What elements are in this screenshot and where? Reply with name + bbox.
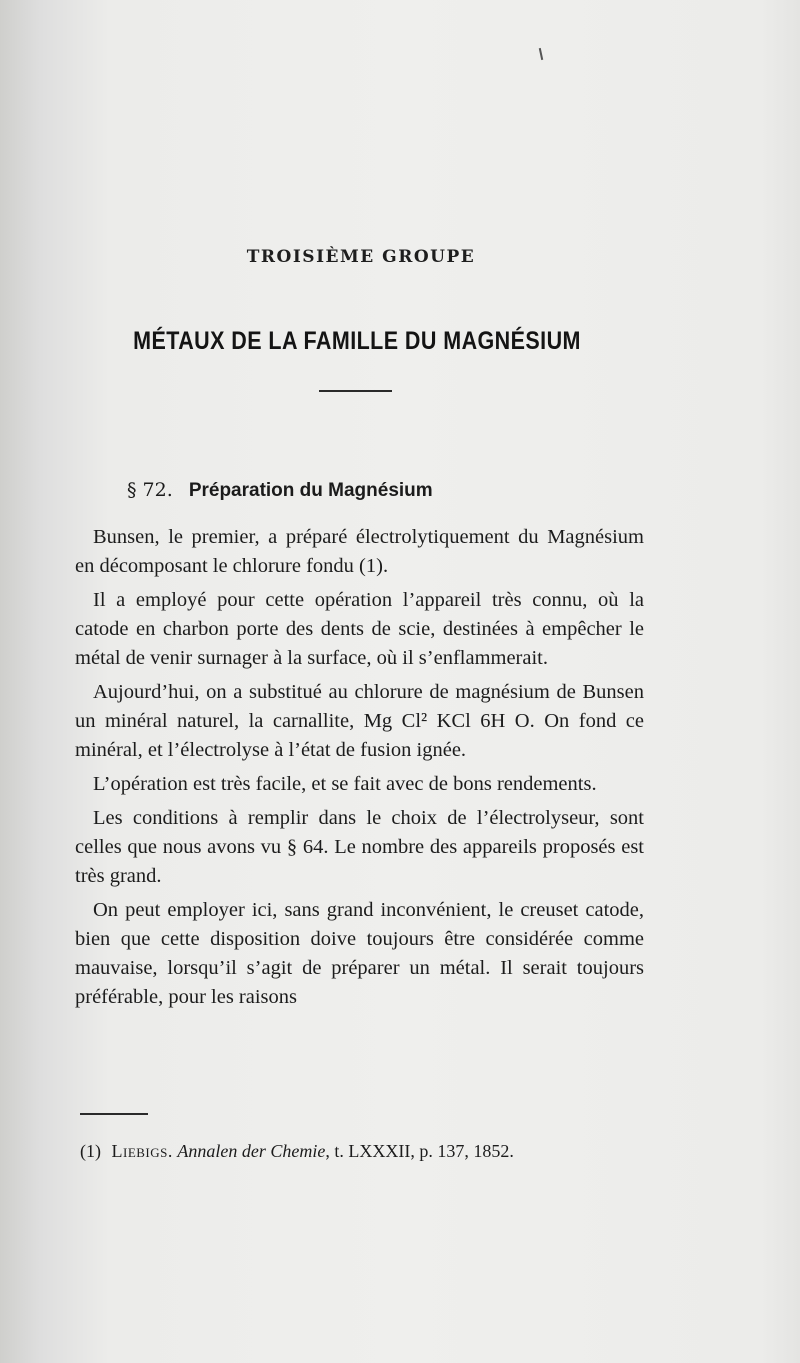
group-title: TROISIÈME GROUPE — [246, 247, 476, 267]
chapter-title: MÉTAUX DE LA FAMILLE DU MAGNÉSIUM — [133, 327, 581, 355]
section-heading — [127, 479, 433, 502]
paragraph: Il a employé pour cette opération l’appareil très connu, où la catode en charbon porte des dents de scie, destinées à empêcher le métal de venir surnager à la surface, où il s’enflammerait. — [75, 589, 644, 669]
footnote-reference: , t. LXXXII, p. 137, 1852. — [325, 1141, 514, 1161]
footnote — [80, 1141, 640, 1162]
body-text — [75, 523, 644, 1017]
paragraph: On peut employer ici, sans grand inconvénient, le creuset catode, bien que cette disposition doive toujours être considérée comme mauvaise, lorsqu’il s’agit de préparer un métal. Il serait toujours préférable, pour les raisons — [75, 899, 644, 1008]
section-title: Préparation du Magnésium — [188, 480, 433, 501]
section-number: § 72. — [127, 479, 173, 501]
paragraph: Les conditions à remplir dans le choix de l’électrolyseur, sont celles que nous avons vu § 64. Le nombre des appareils proposés est très grand. — [75, 807, 644, 887]
footnote-mark: (1) — [80, 1141, 101, 1161]
paragraph: Bunsen, le premier, a préparé électrolytiquement du Magnésium en décomposant le chlorure fondu (1). — [75, 526, 644, 577]
footnote-divider — [80, 1113, 148, 1115]
paragraph: Aujourd’hui, on a substitué au chlorure de magnésium de Bunsen un minéral naturel, la carnallite, Mg Cl² KCl 6H O. On fond ce minéral, et l’électrolyse à l’état de fusion ignée. — [75, 681, 644, 761]
paragraph: L’opération est très facile, et se fait avec de bons rendements. — [93, 773, 597, 795]
footnote-author: Liebigs. — [111, 1141, 173, 1161]
title-divider — [319, 390, 392, 392]
footnote-journal: Annalen der Chemie — [177, 1141, 326, 1161]
